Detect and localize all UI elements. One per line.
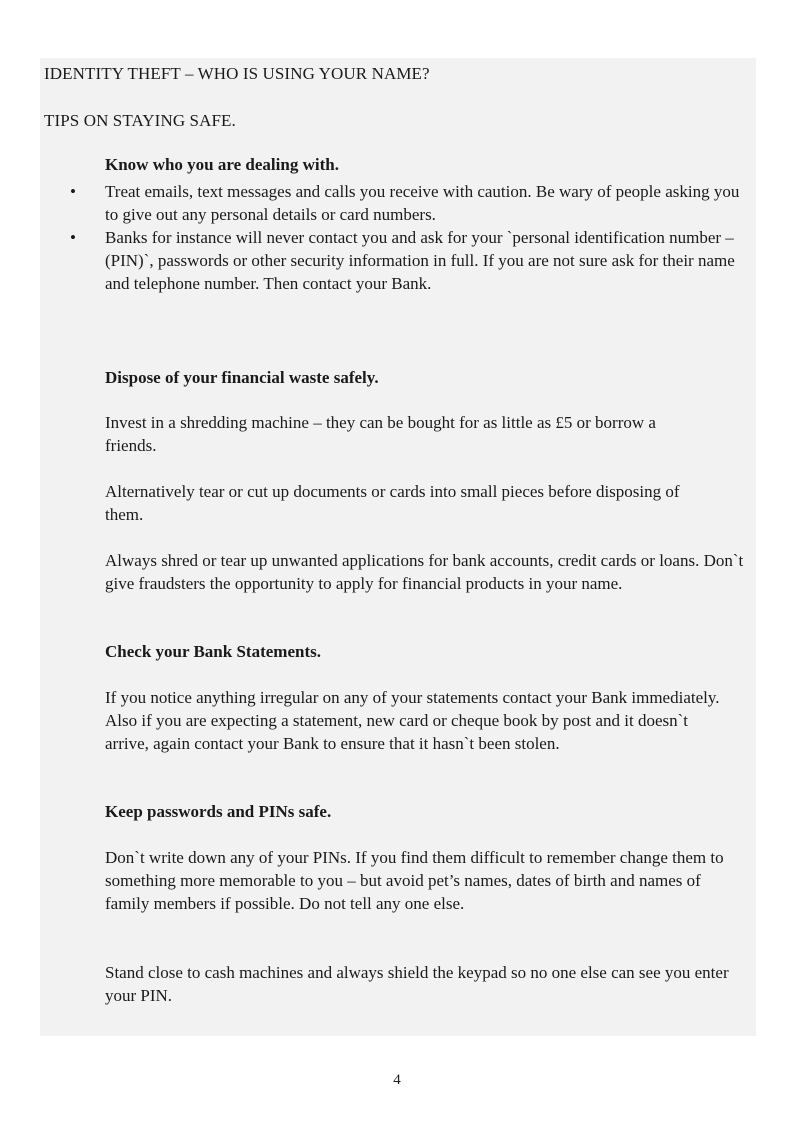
section-heading-statements: Check your Bank Statements.: [105, 642, 321, 661]
paragraph: Always shred or tear up unwanted applications for bank accounts, credit cards or loans. Don`t give fraudsters the opportunity to apply for financial products in your name.: [105, 551, 744, 593]
bullet-text: Treat emails, text messages and calls you receive with caution. Be wary of people asking you to give out any personal details or card numbers.: [105, 182, 740, 224]
paragraph: Alternatively tear or cut up documents or cards into small pieces before disposing of them.: [105, 482, 680, 524]
paragraph: If you notice anything irregular on any of your statements contact your Bank immediately. Also if you are expecting a statement, new card or cheque book by post and it doesn`t arrive, again contact your Bank to ensure that it hasn`t been stolen.: [105, 688, 720, 753]
paragraph: Stand close to cash machines and always shield the keypad so no one else can see you enter your PIN.: [105, 963, 729, 1005]
bullet-dot-icon: •: [70, 182, 76, 201]
list-item: [62, 180, 752, 226]
section-heading-passwords: Keep passwords and PINs safe.: [105, 802, 332, 821]
paragraph: Invest in a shredding machine – they can be bought for as little as £5 or borrow a friends.: [105, 413, 656, 455]
document-subtitle: TIPS ON STAYING SAFE.: [44, 111, 236, 130]
know-bullet-list: [62, 180, 752, 295]
bullet-dot-icon: •: [70, 228, 76, 247]
paragraph: Don`t write down any of your PINs. If you find them difficult to remember change them to something more memorable to you – but avoid pet’s names, dates of birth and names of family members if possible. Do not tell any one else.: [105, 848, 724, 913]
section-heading-dispose: Dispose of your financial waste safely.: [105, 368, 379, 387]
list-item: [62, 226, 752, 295]
document-title: IDENTITY THEFT – WHO IS USING YOUR NAME?: [44, 64, 430, 83]
page-number: 4: [393, 1072, 401, 1088]
bullet-text: Banks for instance will never contact you and ask for your `personal identification number – (PIN)`, passwords or other security information in full. If you are not sure ask for their name and telephone number. Then contact your Bank.: [105, 228, 735, 293]
section-heading-know: Know who you are dealing with.: [105, 155, 339, 174]
